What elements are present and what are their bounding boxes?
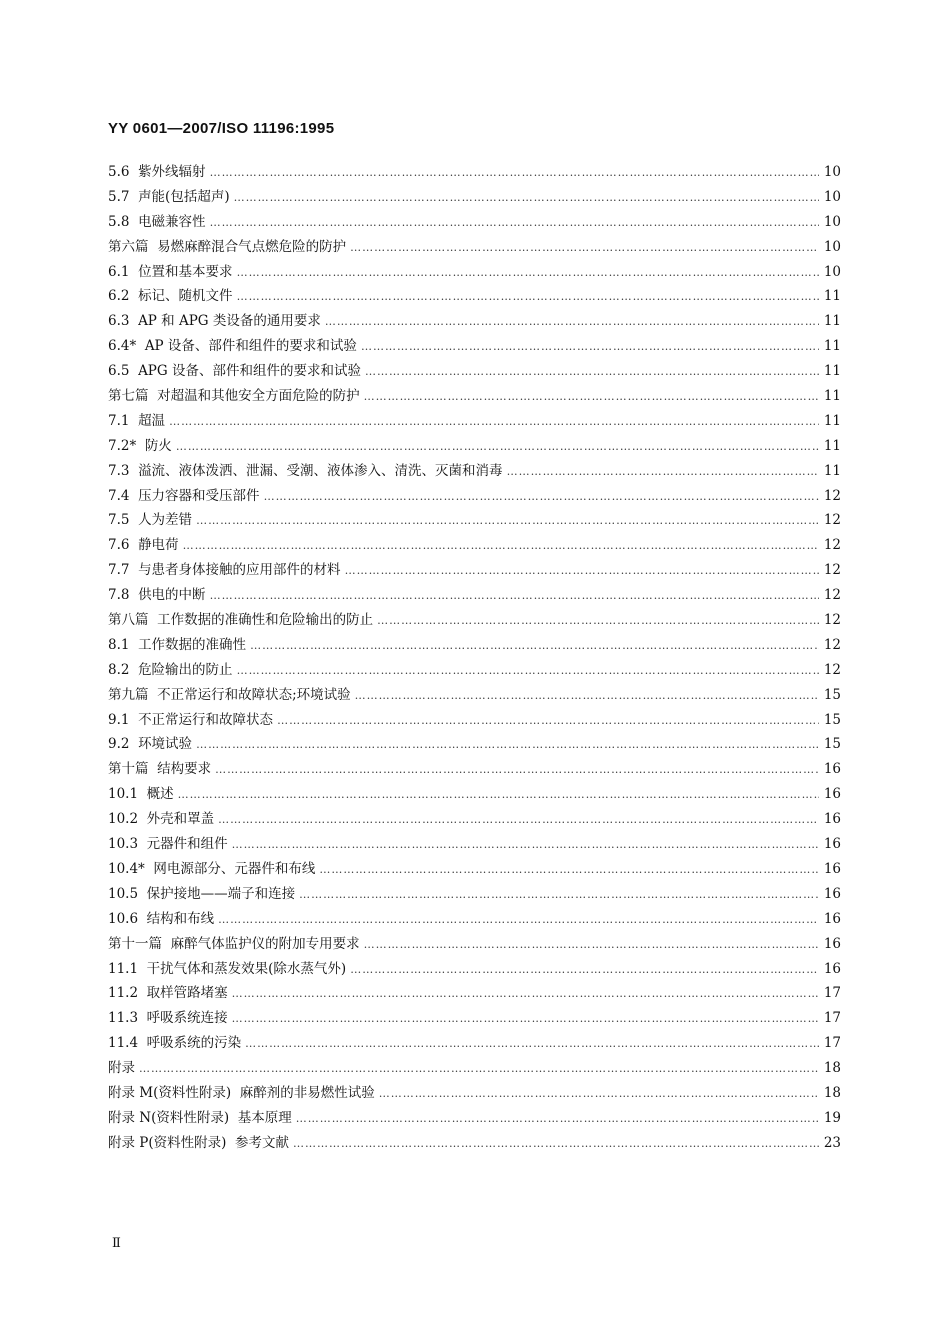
- toc-entry-title: 结构和布线: [146, 910, 215, 927]
- toc-entry-page: 10: [823, 213, 841, 230]
- toc-entry-number: 11.3: [108, 1010, 147, 1027]
- toc-entry-number: 7.2*: [108, 437, 145, 454]
- toc-dot-leader: [183, 534, 819, 559]
- toc-entry-title: 不正常运行和故障状态;环境试验: [157, 686, 351, 703]
- toc-dot-leader: [364, 385, 819, 410]
- toc-dot-leader: [210, 584, 819, 609]
- toc-entry-title: 取样管路堵塞: [146, 985, 228, 1002]
- toc-entry[interactable]: [108, 508, 841, 533]
- toc-dot-leader: [364, 933, 819, 958]
- toc-entry-title: 不正常运行和故障状态: [138, 711, 274, 728]
- toc-entry[interactable]: [108, 334, 841, 359]
- toc-entry[interactable]: [108, 832, 841, 857]
- toc-entry[interactable]: [108, 1131, 841, 1156]
- toc-entry-page: 18: [823, 1060, 841, 1077]
- toc-entry-number: 6.5: [108, 363, 139, 380]
- toc-dot-leader: [296, 1107, 819, 1132]
- toc-entry-page: 17: [823, 985, 841, 1002]
- toc-dot-leader: [178, 783, 819, 808]
- toc-dot-leader: [232, 982, 819, 1007]
- toc-dot-leader: [210, 161, 819, 186]
- toc-entry[interactable]: [108, 210, 841, 235]
- toc-entry-number: 7.3: [108, 462, 139, 479]
- toc-entry[interactable]: [108, 583, 841, 608]
- toc-dot-leader: [215, 758, 819, 783]
- toc-entry-title: 声能(包括超声): [138, 188, 230, 205]
- toc-entry-title: 外壳和罩盖: [146, 811, 215, 828]
- toc-entry[interactable]: [108, 683, 841, 708]
- toc-dot-leader: [139, 1057, 819, 1082]
- toc-entry-page: 11: [823, 462, 841, 479]
- toc-entry-number: 10.2: [108, 811, 147, 828]
- toc-entry-page: 11: [823, 437, 841, 454]
- toc-entry-page: 16: [823, 761, 841, 778]
- toc-dot-leader: [232, 1007, 819, 1032]
- toc-entry-page: 10: [823, 188, 841, 205]
- toc-entry-number: 9.2: [108, 736, 139, 753]
- toc-entry-page: 12: [823, 487, 841, 504]
- document-header: YY 0601—2007/ISO 11196:1995: [108, 120, 335, 137]
- toc-entry-page: 11: [823, 412, 841, 429]
- toc-entry-number: 6.3: [108, 313, 139, 330]
- toc-dot-leader: [277, 709, 819, 734]
- toc-entry-title: 保护接地——端子和连接: [146, 885, 296, 902]
- toc-entry-title: 位置和基本要求: [138, 263, 233, 280]
- toc-entry-page: 12: [823, 587, 841, 604]
- toc-entry[interactable]: [108, 857, 841, 882]
- toc-entry-page: 11: [823, 338, 841, 355]
- toc-entry[interactable]: [108, 434, 841, 459]
- toc-entry-page: 11: [823, 388, 841, 405]
- toc-entry-number: 8.2: [108, 661, 139, 678]
- toc-entry-title: 网电源部分、元器件和布线: [153, 860, 316, 877]
- toc-entry-title: APG 设备、部件和组件的要求和试验: [138, 363, 361, 380]
- toc-entry-number: 10.1: [108, 786, 147, 803]
- toc-entry-number: 附录 M(资料性附录): [108, 1084, 240, 1101]
- toc-entry-page: 16: [823, 836, 841, 853]
- toc-entry-number: 10.4*: [108, 860, 154, 877]
- toc-entry-number: 第八篇: [108, 612, 158, 629]
- toc-entry[interactable]: [108, 708, 841, 733]
- toc-entry-title: 超温: [138, 412, 166, 429]
- toc-entry-page: 12: [823, 636, 841, 653]
- toc-entry-page: 17: [823, 1010, 841, 1027]
- toc-entry-title: 工作数据的准确性和危险输出的防止: [157, 612, 374, 629]
- toc-dot-leader: [350, 236, 819, 261]
- toc-entry[interactable]: [108, 484, 841, 509]
- toc-dot-leader: [345, 559, 819, 584]
- toc-dot-leader: [379, 1082, 819, 1107]
- toc-entry[interactable]: [108, 957, 841, 982]
- toc-entry-title: 干扰气体和蒸发效果(除水蒸气外): [146, 960, 347, 977]
- toc-entry-title: 溢流、液体泼洒、泄漏、受潮、液体渗入、清洗、灭菌和消毒: [138, 462, 503, 479]
- toc-entry-number: 10.6: [108, 910, 147, 927]
- toc-dot-leader: [218, 808, 819, 833]
- toc-entry[interactable]: [108, 732, 841, 757]
- toc-entry-number: 7.1: [108, 412, 139, 429]
- toc-entry[interactable]: [108, 932, 841, 957]
- toc-entry-title: 呼吸系统的污染: [146, 1035, 242, 1052]
- toc-entry-page: 12: [823, 512, 841, 529]
- toc-entry-title: 与患者身体接触的应用部件的材料: [138, 562, 341, 579]
- toc-entry-page: 10: [823, 263, 841, 280]
- toc-dot-leader: [196, 509, 819, 534]
- toc-dot-leader: [293, 1132, 819, 1157]
- toc-entry-page: 12: [823, 661, 841, 678]
- toc-entry-title: 对超温和其他安全方面危险的防护: [157, 388, 360, 405]
- toc-entry-title: 呼吸系统连接: [146, 1010, 228, 1027]
- toc-entry[interactable]: [108, 782, 841, 807]
- toc-entry-title: 静电荷: [138, 537, 179, 554]
- toc-entry-number: 6.4*: [108, 338, 145, 355]
- toc-entry-page: 23: [823, 1134, 841, 1151]
- toc-dot-leader: [237, 659, 819, 684]
- toc-entry[interactable]: [108, 907, 841, 932]
- toc-entry-title: 结构要求: [157, 761, 212, 778]
- toc-dot-leader: [350, 958, 819, 983]
- toc-entry[interactable]: [108, 409, 841, 434]
- toc-entry-title: 参考文献: [235, 1134, 289, 1151]
- toc-entry-title: 基本原理: [237, 1109, 292, 1126]
- toc-entry[interactable]: [108, 633, 841, 658]
- toc-entry-number: 6.1: [108, 263, 139, 280]
- toc-entry-title: 环境试验: [138, 736, 193, 753]
- toc-dot-leader: [377, 609, 819, 634]
- toc-dot-leader: [507, 460, 819, 485]
- toc-entry[interactable]: [108, 309, 841, 334]
- toc-entry-page: 12: [823, 562, 841, 579]
- toc-entry[interactable]: [108, 1006, 841, 1031]
- toc-entry-number: 5.6: [108, 164, 139, 180]
- toc-entry-title: 标记、随机文件: [138, 288, 233, 305]
- toc-entry-number: 7.8: [108, 587, 139, 604]
- toc-dot-leader: [365, 360, 819, 385]
- toc-dot-leader: [299, 883, 819, 908]
- toc-entry-page: 15: [823, 686, 841, 703]
- toc-entry-page: 11: [823, 363, 841, 380]
- toc-entry-number: 10.3: [108, 836, 147, 853]
- toc-entry-number: 7.6: [108, 537, 139, 554]
- toc-entry[interactable]: [108, 757, 841, 782]
- toc-entry-title: 危险输出的防止: [138, 661, 233, 678]
- toc-entry-title: 易燃麻醉混合气点燃危险的防护: [157, 238, 347, 255]
- toc-dot-leader: [169, 410, 819, 435]
- toc-entry-title: 供电的中断: [138, 587, 206, 604]
- toc-entry-number: 11.1: [108, 960, 147, 977]
- toc-entry[interactable]: [108, 807, 841, 832]
- toc-entry-number: 10.5: [108, 885, 147, 902]
- toc-entry-page: 16: [823, 860, 841, 877]
- toc-dot-leader: [355, 684, 819, 709]
- toc-entry-number: 7.7: [108, 562, 139, 579]
- toc-dot-leader: [250, 634, 819, 659]
- toc-dot-leader: [325, 310, 819, 335]
- toc-entry[interactable]: [108, 533, 841, 558]
- toc-entry-page: 12: [823, 537, 841, 554]
- toc-entry[interactable]: [108, 459, 841, 484]
- toc-entry-page: 16: [823, 811, 841, 828]
- toc-entry[interactable]: [108, 1031, 841, 1056]
- toc-dot-leader: [232, 833, 819, 858]
- table-of-contents: [108, 160, 841, 1156]
- toc-dot-leader: [361, 335, 819, 360]
- toc-entry-title: 麻醉剂的非易燃性试验: [239, 1084, 375, 1101]
- toc-entry-title: 电磁兼容性: [138, 213, 206, 230]
- toc-entry[interactable]: [108, 981, 841, 1006]
- toc-entry-title: AP 和 APG 类设备的通用要求: [138, 313, 321, 330]
- toc-entry-title: 工作数据的准确性: [138, 636, 247, 653]
- toc-entry-number: 5.8: [108, 213, 139, 230]
- toc-entry[interactable]: [108, 235, 841, 260]
- toc-entry-page: 19: [823, 1109, 841, 1126]
- toc-entry[interactable]: [108, 558, 841, 583]
- toc-entry[interactable]: [108, 359, 841, 384]
- toc-entry-page: 15: [823, 711, 841, 728]
- toc-entry-number: 第七篇: [108, 388, 158, 405]
- toc-entry-page: 16: [823, 960, 841, 977]
- toc-entry-page: 18: [823, 1084, 841, 1101]
- toc-entry[interactable]: [108, 185, 841, 210]
- toc-entry[interactable]: [108, 658, 841, 683]
- toc-entry-number: 第十篇: [108, 761, 158, 778]
- toc-dot-leader: [319, 858, 819, 883]
- toc-entry-number: 第六篇: [108, 238, 158, 255]
- toc-entry[interactable]: [108, 284, 841, 309]
- toc-entry-page: 15: [823, 736, 841, 753]
- toc-entry-page: 11: [823, 313, 841, 330]
- toc-entry-page: 16: [823, 786, 841, 803]
- toc-entry-number: 11.2: [108, 985, 147, 1002]
- toc-entry-title: AP 设备、部件和组件的要求和试验: [144, 338, 357, 355]
- toc-dot-leader: [264, 485, 819, 510]
- toc-entry-number: 7.5: [108, 512, 139, 529]
- toc-dot-leader: [176, 435, 819, 460]
- toc-entry-page: 16: [823, 885, 841, 902]
- toc-entry-title: 压力容器和受压部件: [138, 487, 260, 504]
- toc-entry-title: 人为差错: [138, 512, 193, 529]
- toc-entry-number: 第九篇: [108, 686, 158, 703]
- toc-dot-leader: [196, 733, 819, 758]
- toc-entry-page: 11: [823, 288, 841, 305]
- toc-entry-number: 第十一篇: [108, 935, 171, 952]
- toc-entry[interactable]: [108, 1106, 841, 1131]
- toc-entry-page: 10: [823, 164, 841, 180]
- toc-entry-page: 16: [823, 910, 841, 927]
- toc-entry[interactable]: [108, 1081, 841, 1106]
- toc-entry-title: 元器件和组件: [146, 836, 228, 853]
- toc-entry-number: 9.1: [108, 711, 139, 728]
- toc-dot-leader: [245, 1032, 819, 1057]
- toc-dot-leader: [237, 285, 819, 310]
- toc-entry-title: 防火: [144, 437, 172, 454]
- toc-entry-number: 11.4: [108, 1035, 147, 1052]
- toc-entry-number: 附录 P(资料性附录): [108, 1134, 235, 1151]
- toc-entry-number: 6.2: [108, 288, 139, 305]
- toc-entry[interactable]: [108, 160, 841, 185]
- toc-entry-page: 12: [823, 612, 841, 629]
- toc-entry-title: 附录: [108, 1060, 135, 1077]
- toc-entry-number: 7.4: [108, 487, 139, 504]
- toc-entry[interactable]: [108, 260, 841, 285]
- toc-entry-title: 麻醉气体监护仪的附加专用要求: [170, 935, 360, 952]
- toc-entry[interactable]: [108, 608, 841, 633]
- toc-entry-title: 紫外线辐射: [138, 164, 206, 180]
- toc-dot-leader: [218, 908, 819, 933]
- toc-entry-number: 附录 N(资料性附录): [108, 1109, 238, 1126]
- toc-entry[interactable]: [108, 1056, 841, 1081]
- toc-entry-number: 5.7: [108, 188, 139, 205]
- toc-entry-number: 8.1: [108, 636, 139, 653]
- page-number: Ⅱ: [112, 1236, 121, 1251]
- toc-dot-leader: [234, 186, 819, 211]
- toc-dot-leader: [237, 261, 819, 286]
- toc-entry-title: 概述: [146, 786, 174, 803]
- toc-entry[interactable]: [108, 384, 841, 409]
- toc-entry-page: 16: [823, 935, 841, 952]
- toc-dot-leader: [210, 211, 819, 236]
- toc-entry-page: 10: [823, 238, 841, 255]
- toc-entry-page: 17: [823, 1035, 841, 1052]
- toc-entry[interactable]: [108, 882, 841, 907]
